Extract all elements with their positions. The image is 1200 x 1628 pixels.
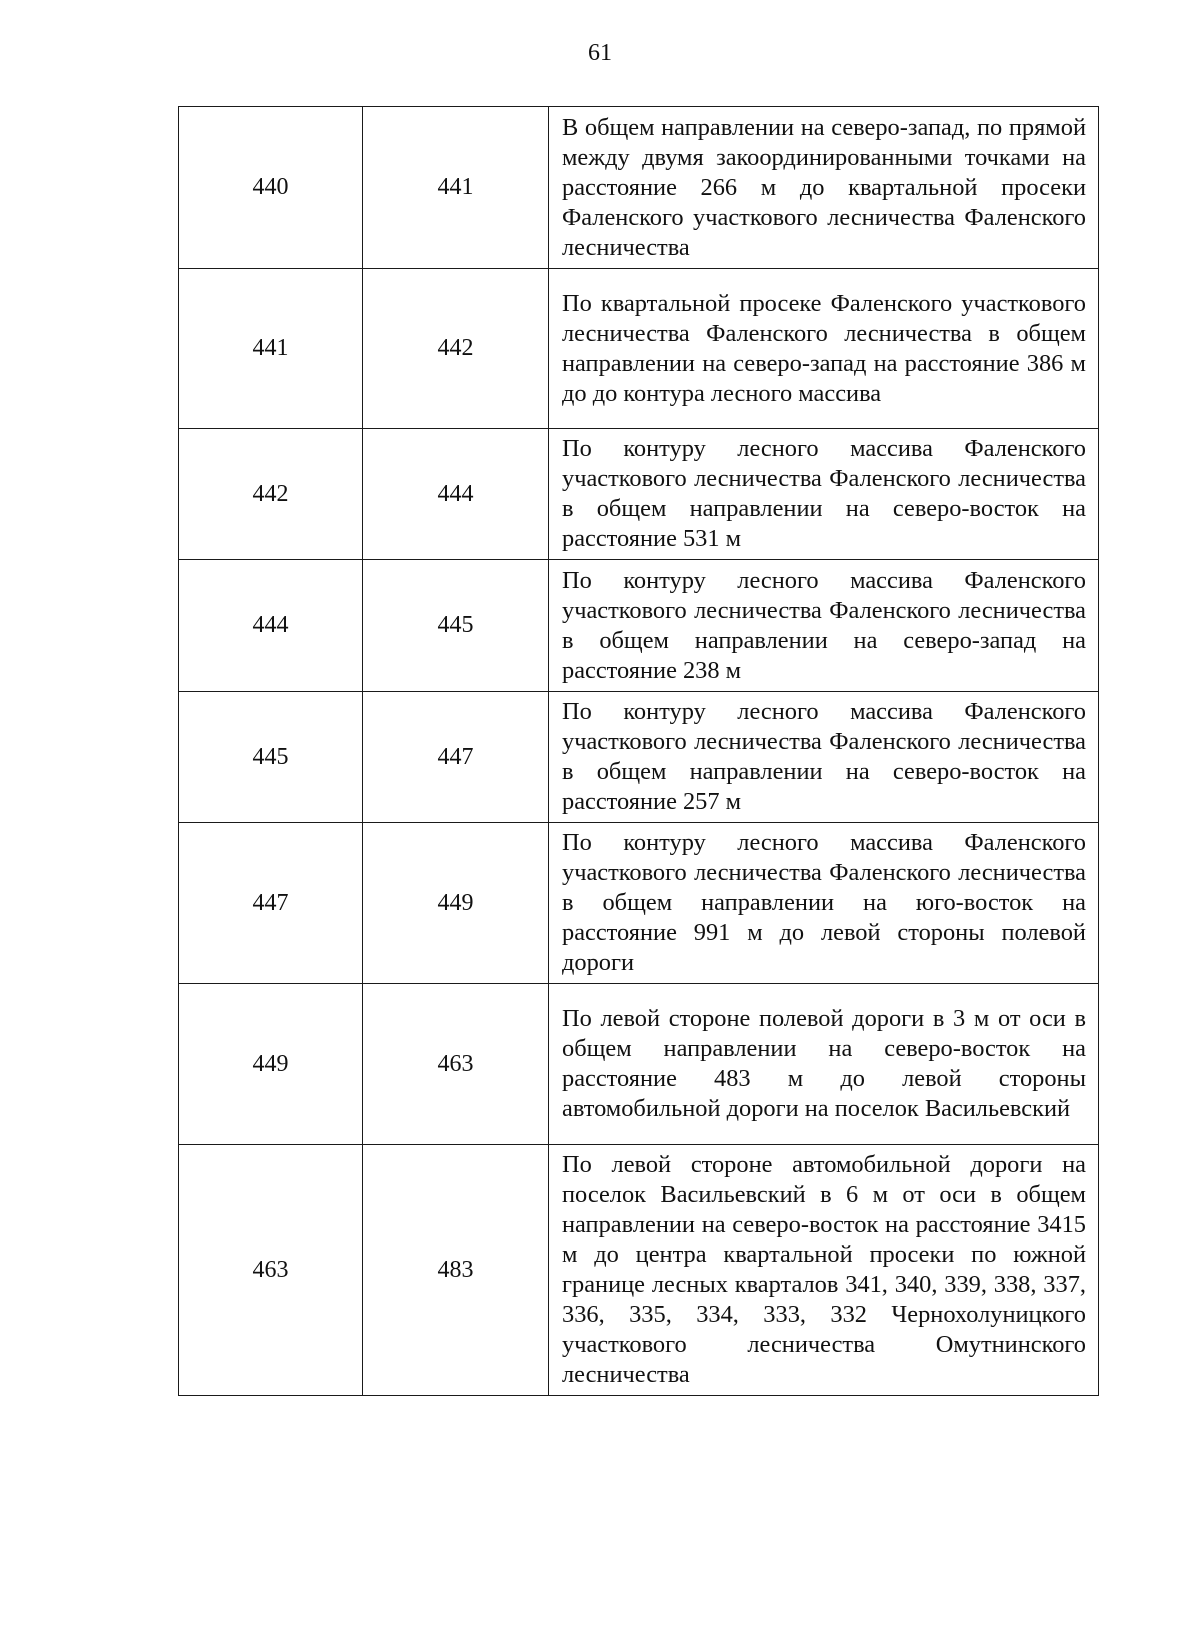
to-point-cell: 483: [363, 1145, 549, 1396]
boundary-description-cell: В общем направлении на северо-запад, по прямой между двумя закоординированными точками на расстояние 266 м до квартальной просеки Фаленского участкового лесничества Фаленского лесничества: [549, 107, 1099, 269]
from-point-cell: 463: [179, 1145, 363, 1396]
from-point-cell: 445: [179, 692, 363, 823]
boundary-description-table: [178, 106, 1099, 1396]
from-point-cell: 441: [179, 269, 363, 429]
from-point-cell: 447: [179, 823, 363, 984]
boundary-description-cell: По контуру лесного массива Фаленского участкового лесничества Фаленского лесничества в общем направлении на северо-восток на расстояние 257 м: [549, 692, 1099, 823]
boundary-description-cell: По контуру лесного массива Фаленского участкового лесничества Фаленского лесничества в общем направлении на северо-восток на расстояние 531 м: [549, 429, 1099, 560]
boundary-description-cell: По левой стороне полевой дороги в 3 м от оси в общем направлении на северо-восток на расстояние 483 м до левой стороны автомобильной дороги на поселок Васильевский: [549, 984, 1099, 1145]
table-row: [179, 823, 1099, 984]
table-row: [179, 1145, 1099, 1396]
to-point-cell: 447: [363, 692, 549, 823]
boundary-description-cell: По контуру лесного массива Фаленского участкового лесничества Фаленского лесничества в общем направлении на юго-восток на расстояние 991 м до левой стороны полевой дороги: [549, 823, 1099, 984]
to-point-cell: 444: [363, 429, 549, 560]
table-row: [179, 269, 1099, 429]
from-point-cell: 449: [179, 984, 363, 1145]
table-row: [179, 692, 1099, 823]
from-point-cell: 444: [179, 560, 363, 692]
table-row: [179, 429, 1099, 560]
table-row: [179, 560, 1099, 692]
from-point-cell: 440: [179, 107, 363, 269]
boundary-description-cell: По левой стороне автомобильной дороги на поселок Васильевский в 6 м от оси в общем направлении на северо-восток на расстояние 3415 м до центра квартальной просеки по южной границе лесных кварталов 341, 340, 339, 338, 337, 336, 335, 334, 333, 332 Чернохолуницкого участкового лесничества Омутнинского лесничества: [549, 1145, 1099, 1396]
to-point-cell: 441: [363, 107, 549, 269]
from-point-cell: 442: [179, 429, 363, 560]
to-point-cell: 442: [363, 269, 549, 429]
table-row: [179, 984, 1099, 1145]
to-point-cell: 445: [363, 560, 549, 692]
page-number: 61: [588, 40, 612, 66]
table-row: [179, 107, 1099, 269]
boundary-description-cell: По контуру лесного массива Фаленского участкового лесничества Фаленского лесничества в общем направлении на северо-запад на расстояние 238 м: [549, 560, 1099, 692]
boundary-description-cell: По квартальной просеке Фаленского участкового лесничества Фаленского лесничества в общем направлении на северо-запад на расстояние 386 м до до контура лесного массива: [549, 269, 1099, 429]
to-point-cell: 463: [363, 984, 549, 1145]
to-point-cell: 449: [363, 823, 549, 984]
